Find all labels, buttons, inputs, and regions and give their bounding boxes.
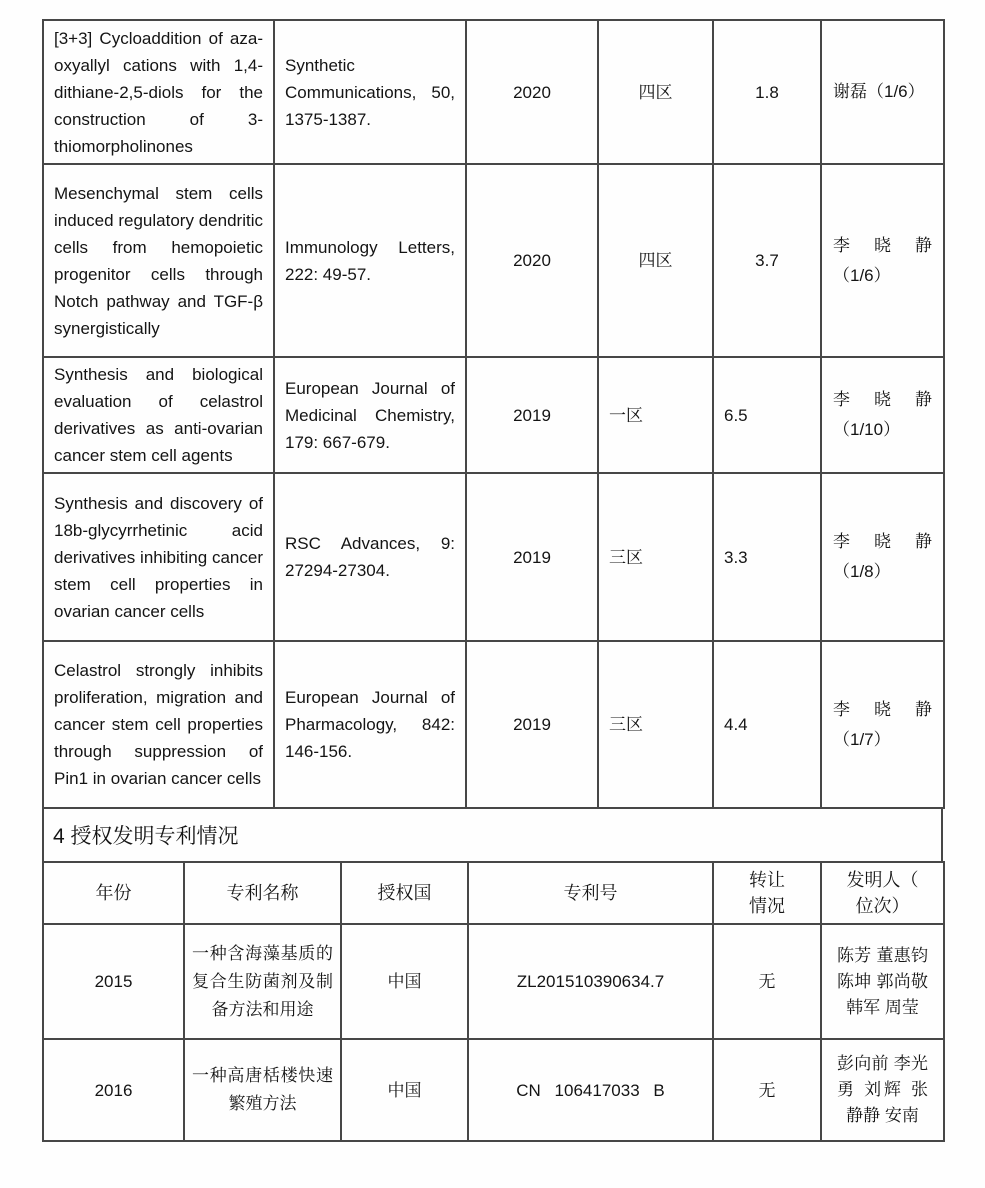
publication-year: 2019 xyxy=(466,641,598,808)
patent-inventors: 陈芳 董惠钧 陈坤 郭尚敬 韩军 周莹 xyxy=(821,924,944,1039)
publication-row xyxy=(43,164,944,357)
journal-reference: RSC Advances, 9: 27294-27304. xyxy=(274,473,466,641)
header-year: 年份 xyxy=(43,862,184,924)
section-heading-text: 4 授权发明专利情况 xyxy=(53,825,239,848)
header-transfer-status: 转让情况 xyxy=(713,862,821,924)
header-inventors: 发明人（位次） xyxy=(821,862,944,924)
author-rank: 李晓静（1/7） xyxy=(821,641,944,808)
publication-row xyxy=(43,641,944,808)
publication-year: 2020 xyxy=(466,20,598,164)
transfer-status: 无 xyxy=(713,1039,821,1141)
impact-factor: 1.8 xyxy=(713,20,821,164)
journal-reference: Immunology Letters, 222: 49-57. xyxy=(274,164,466,357)
patent-name: 一种含海藻基质的复合生防菌剂及制备方法和用途 xyxy=(184,924,341,1039)
author-rank: 李晓静（1/10） xyxy=(821,357,944,473)
patents-header-row xyxy=(43,862,944,924)
author-rank: 李晓静（1/6） xyxy=(821,164,944,357)
publication-row xyxy=(43,473,944,641)
paper-title: Mesenchymal stem cells induced regulatory dendritic cells from hemopoietic progenitor cells through Notch pathway and TGF-β synergistically xyxy=(43,164,274,357)
paper-title: [3+3] Cycloaddition of aza-oxyallyl cations with 1,4-dithiane-2,5-diols for the construction of 3-thiomorpholinones xyxy=(43,20,274,164)
publications-table xyxy=(42,19,945,809)
journal-zone: 四区 xyxy=(598,20,713,164)
patent-row xyxy=(43,1039,944,1141)
journal-zone: 四区 xyxy=(598,164,713,357)
journal-reference: European Journal of Medicinal Chemistry, 179: 667-679. xyxy=(274,357,466,473)
impact-factor: 3.3 xyxy=(713,473,821,641)
journal-reference: Synthetic Communications, 50, 1375-1387. xyxy=(274,20,466,164)
patent-row xyxy=(43,924,944,1039)
paper-title: Synthesis and discovery of 18b-glycyrrhetinic acid derivatives inhibiting cancer stem cell properties in ovarian cancer cells xyxy=(43,473,274,641)
paper-title: Synthesis and biological evaluation of celastrol derivatives as anti-ovarian cancer stem cell agents xyxy=(43,357,274,473)
patent-number: CN 106417033 B xyxy=(468,1039,713,1141)
patent-country: 中国 xyxy=(341,1039,468,1141)
journal-zone: 三区 xyxy=(598,473,713,641)
patents-table xyxy=(42,861,945,1142)
patent-inventors: 彭向前 李光勇 刘辉 张静静 安南 xyxy=(821,1039,944,1141)
header-patent-name: 专利名称 xyxy=(184,862,341,924)
header-country: 授权国 xyxy=(341,862,468,924)
journal-zone: 一区 xyxy=(598,357,713,473)
journal-zone: 三区 xyxy=(598,641,713,808)
paper-title: Celastrol strongly inhibits proliferation, migration and cancer stem cell properties through suppression of Pin1 in ovarian cancer cells xyxy=(43,641,274,808)
patent-country: 中国 xyxy=(341,924,468,1039)
patent-year: 2015 xyxy=(43,924,184,1039)
impact-factor: 6.5 xyxy=(713,357,821,473)
impact-factor: 3.7 xyxy=(713,164,821,357)
header-patent-number: 专利号 xyxy=(468,862,713,924)
patent-number: ZL201510390634.7 xyxy=(468,924,713,1039)
publication-year: 2020 xyxy=(466,164,598,357)
publication-row xyxy=(43,20,944,164)
publication-year: 2019 xyxy=(466,357,598,473)
transfer-status: 无 xyxy=(713,924,821,1039)
journal-reference: European Journal of Pharmacology, 842: 146-156. xyxy=(274,641,466,808)
author-rank: 李晓静（1/8） xyxy=(821,473,944,641)
document-page xyxy=(42,19,943,1142)
patent-year: 2016 xyxy=(43,1039,184,1141)
publication-year: 2019 xyxy=(466,473,598,641)
impact-factor: 4.4 xyxy=(713,641,821,808)
publication-row xyxy=(43,357,944,473)
patent-name: 一种高唐栝楼快速繁殖方法 xyxy=(184,1039,341,1141)
section-heading-patents xyxy=(42,807,943,863)
author-rank: 谢磊（1/6） xyxy=(821,20,944,164)
